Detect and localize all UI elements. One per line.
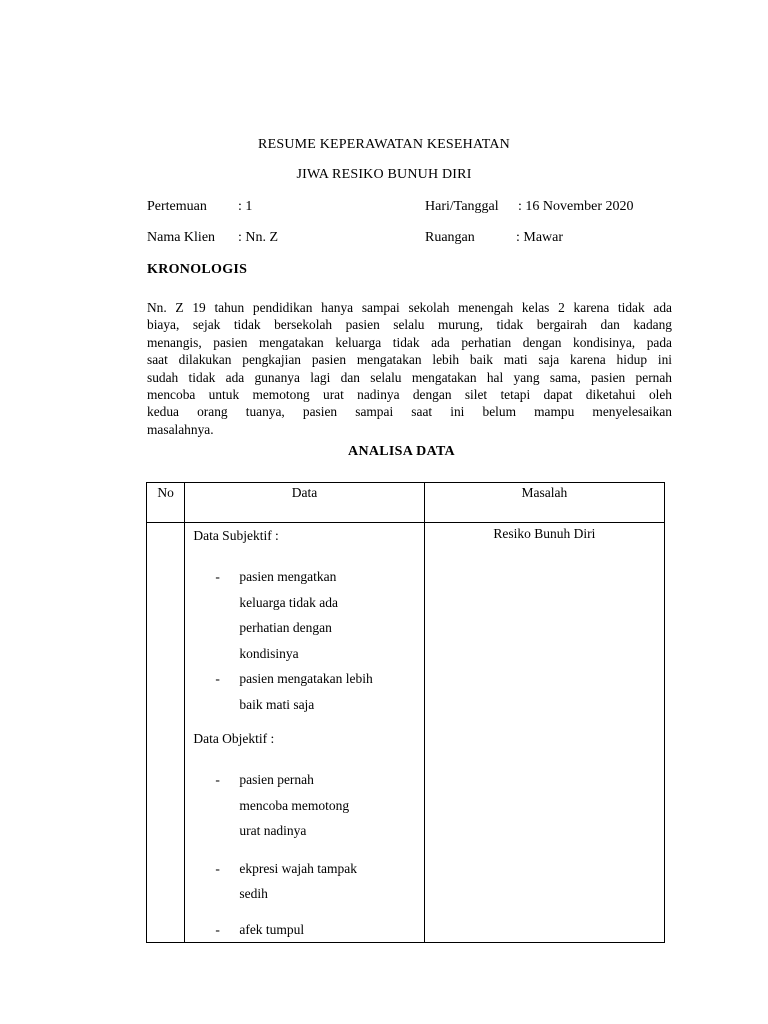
no-cell (147, 523, 185, 943)
list-item-line: mencoba memotong (239, 797, 350, 813)
list-item-line: sedih (239, 886, 268, 901)
table-row (147, 523, 665, 943)
list-item-line: pasien mengatkan (239, 569, 337, 584)
paragraph-line: masalahnya. (147, 421, 214, 437)
list-item (193, 767, 415, 844)
list-item (193, 856, 415, 907)
list-item-line: urat nadinya (239, 823, 307, 838)
dash-bullet: - (215, 772, 220, 787)
list-item-line: pasien mengatakan lebih (239, 671, 373, 686)
column-header-data: Data (185, 483, 424, 523)
paragraph-line: kedua orang tuanya, pasien sampai saat ini belum mampu menyelesaikan (147, 404, 672, 420)
list-item-line: baik mati saja (239, 696, 315, 712)
list-item-line: keluarga tidak ada (239, 594, 339, 610)
paragraph-line: Nn. Z 19 tahun pendidikan hanya sampai sekolah menengah kelas 2 karena tidak ada (147, 300, 672, 315)
nama-klien-value: : Nn. Z (238, 230, 279, 245)
objektif-list (193, 767, 415, 942)
dash-bullet: - (215, 569, 220, 584)
paragraph-line: biaya, sejak tidak bersekolah pasien selalu murung, tidak bergairah dan kadang (147, 317, 672, 333)
paragraph-line: menangis, pasien mengatakan keluarga tidak ada perhatian dengan kondisinya, pada (147, 334, 672, 350)
analisa-data-table (146, 482, 665, 943)
table-header-row (147, 483, 665, 523)
data-cell (185, 523, 424, 943)
pertemuan-label: Pertemuan (147, 199, 207, 214)
dash-bullet: - (215, 921, 220, 937)
data-subjektif-label: Data Subjektif : (193, 528, 279, 543)
kronologis-paragraph (147, 299, 672, 438)
list-item-line: pasien pernah (239, 772, 314, 787)
document-subtitle: JIWA RESIKO BUNUH DIRI (296, 167, 472, 182)
list-item (193, 917, 415, 943)
kronologis-heading: KRONOLOGIS (147, 262, 248, 277)
paragraph-line: mencoba untuk memotong urat nadinya dengan silet tetapi dapat diketahui oleh (147, 387, 672, 403)
subjektif-list (193, 564, 415, 717)
list-item-line: kondisinya (239, 645, 299, 661)
column-header-no: No (147, 483, 185, 523)
ruangan-value: : Mawar (516, 230, 564, 245)
hari-tanggal-value: : 16 November 2020 (518, 199, 634, 214)
list-item-line: ekpresi wajah tampak (239, 860, 358, 876)
paragraph-line: sudah tidak ada gunanya lagi dan selalu mengatakan hal yang sama, pasien pernah (147, 369, 672, 385)
nama-klien-label: Nama Klien (147, 230, 216, 245)
list-item-line: perhatian dengan (239, 620, 332, 635)
dash-bullet: - (215, 860, 220, 876)
ruangan-label: Ruangan (425, 230, 475, 245)
hari-tanggal-label: Hari/Tanggal (425, 199, 499, 214)
list-item (193, 564, 415, 666)
dash-bullet: - (215, 671, 220, 686)
list-item-line: afek tumpul (239, 921, 305, 937)
paragraph-line: saat dilakukan pengkajian pasien mengatakan lebih baik mati saja karena hidup ini (147, 352, 672, 368)
analisa-data-heading: ANALISA DATA (348, 444, 455, 459)
pertemuan-value: : 1 (238, 199, 253, 214)
document-title: RESUME KEPERAWATAN KESEHATAN (258, 137, 510, 152)
column-header-masalah: Masalah (424, 483, 664, 523)
data-objektif-label: Data Objektif : (193, 731, 275, 746)
list-item (193, 666, 415, 717)
masalah-cell: Resiko Bunuh Diri (424, 523, 664, 943)
